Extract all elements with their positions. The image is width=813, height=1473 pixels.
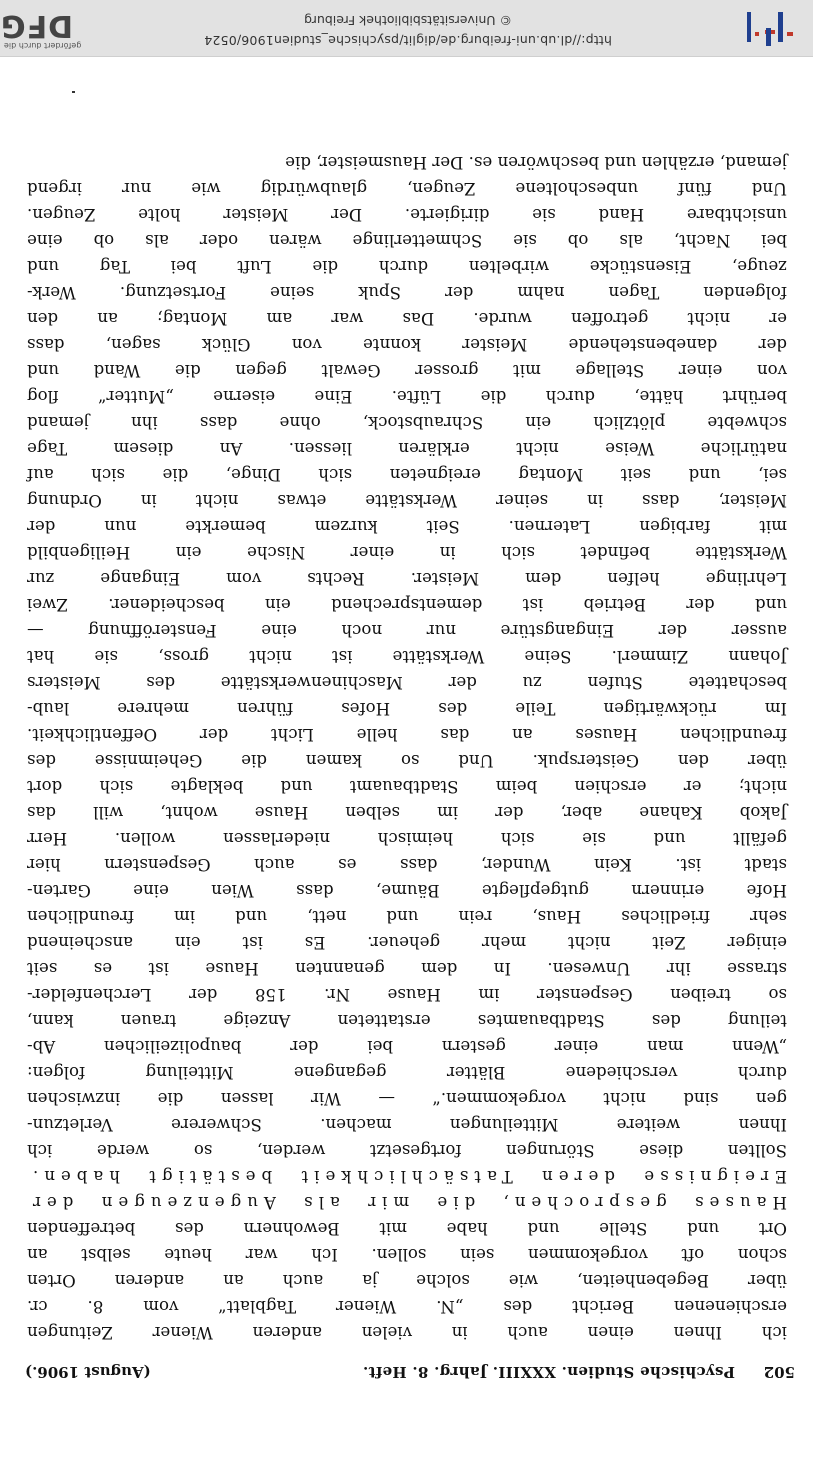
text-line: unsichtbare Hand sie dirigierte. Der Meister holte Zeugen. <box>27 205 787 224</box>
print-speck <box>72 91 75 93</box>
text-line: der danebenstehende Meister konnte von Glück sagen, dass <box>27 335 787 354</box>
text-line: Im rückwärtigen Teile des Hofes führen mehrere laub- <box>27 699 787 718</box>
footer-bar <box>0 0 813 57</box>
text-line: Hauses gesprochen, die mir als Augenzeugen der <box>27 1193 787 1212</box>
text-line: Sollten diese Störungen fortgesetzt werden, so werde ich <box>27 1141 787 1160</box>
text-line: erschienenen Bericht des „N. Wiener Tagblatt“ vom 8. cr. <box>27 1297 787 1316</box>
text-line: über den Geisterspuk. Und so kamen die Geheimnisse des <box>27 751 787 770</box>
text-line: sei, und seit Montag ereigneten sich Dinge, die sich auf <box>27 465 787 484</box>
text-line: gen sind nicht vorgekommen.“ — Wir lassen die inzwischen <box>27 1089 787 1108</box>
text-line: schwebte plötzlich ein Schraubstock, ohne dass ihn jemand <box>27 413 787 432</box>
text-line: mit farbigen Laternen. Seit kurzem bemerkte nun der <box>27 517 787 536</box>
text-line: gefällt und sie sich heimisch niederlassen wollen. Herr <box>27 829 787 848</box>
text-line: zeuge, Eisenstücke wirbelten durch die Luft bei Tag und <box>27 257 787 276</box>
text-line: berührt hätte, durch die Lüfte. Eine eiserne „Mutter“ flog <box>27 387 787 406</box>
issue-date: (August 1906.) <box>25 1363 151 1381</box>
text-line: stadt ist. Kein Wunder, dass es auch Gespenstern hier <box>27 855 787 874</box>
dfg-logo-block <box>0 6 86 50</box>
text-line: jemand, erzählen und beschwören es. Der Hausmeister, die <box>285 153 787 172</box>
text-line: er nicht getroffen wurde. Das war am Montag; an den <box>27 309 787 328</box>
page-header <box>25 1363 795 1381</box>
page-number: 502 <box>763 1363 795 1381</box>
text-line: Ihnen weitere Mitteilungen machen. Schwerere Verletzun- <box>27 1115 787 1134</box>
text-line: Werkstätte befindet sich in einer Nische ein Heiligenbild <box>27 543 787 562</box>
text-line: bei Nacht, als ob sie Schmetterlinge wären oder als ob eine <box>27 231 787 250</box>
text-line: natürliche Weise nicht erklären liessen. An diesem Tage <box>27 439 787 458</box>
footer-copyright: © Universitätsbibliothek Freiburg <box>304 13 512 28</box>
text-line: „Wenn man einer gestern bei der baupolizeilichen Ab- <box>27 1037 787 1056</box>
text-line: sehr friedliches Haus, rein und nett, und im freundlichen <box>27 907 787 926</box>
dfg-logo-icon: DFG <box>0 8 74 43</box>
text-line: über Begebenheiten, wie solche ja auch an anderen Orten <box>27 1271 787 1290</box>
text-line: Johann Zimmerl. Seine Werkstätte ist nicht gross, sie hat <box>27 647 787 666</box>
footer-text <box>173 10 643 50</box>
text-line: Jakob Kahane aber, der im selben Hause wohnt, will das <box>27 803 787 822</box>
text-line: nicht; er erschien beim Stadtbauamt und beklagte sich dort <box>27 777 787 796</box>
running-head: Psychische Studien. XXXIII. Jahrg. 8. Heft. <box>362 1363 735 1381</box>
text-line: folgenden Tagen nahm der Spuk seine Fortsetzung. Werk- <box>27 283 787 302</box>
text-line: Und fünf unbescholtene Zeugen, glaubwürdig wie nur irgend <box>27 179 787 198</box>
text-line: freundlichen Hauses an das helle Licht der Oeffentlichkeit. <box>27 725 787 744</box>
text-line: Meister, dass in seiner Werkstätte etwas nicht in Ordnung <box>27 491 787 510</box>
text-line: Ereignisse deren Tatsächlichkeit bestätigt haben. <box>27 1167 787 1186</box>
text-line: und der Betrieb ist dementsprechend ein bescheidener. Zwei <box>27 595 787 614</box>
university-library-logo-icon <box>741 8 797 48</box>
text-line: ausser der Eingangstüre nur noch eine Fensteröffnung — <box>27 621 787 640</box>
footer-url-link[interactable]: http://dl.ub.uni-freiburg.de/diglit/psychische_studien1906/0524 <box>204 33 612 48</box>
text-line: ich Ihnen einen auch in vielen anderen Wiener Zeitungen <box>27 1323 787 1342</box>
text-line: so treiben Gespenster im Hause Nr. 158 der Lerchenfelder- <box>27 985 787 1004</box>
text-line: Lehrlinge helfen dem Meister. Rechts vom Eingange zur <box>27 569 787 588</box>
text-line: teilung des Stadtbauamtes erstatteten Anzeige trauen kann, <box>27 1011 787 1030</box>
body-text <box>27 149 787 1345</box>
text-line: schon oft vorgekommen sein sollen. Ich war heute selbst an <box>27 1245 787 1264</box>
text-line: von einer Stellage mit grosser Gewalt gegen die Wand und <box>27 361 787 380</box>
dfg-funded-text: gefördert durch die <box>4 41 82 50</box>
text-line: einiger Zeit nicht mehr geheuer. Es ist ein anscheinend <box>27 933 787 952</box>
text-line: strasse ihr Unwesen. In dem genannten Hause ist es seit <box>27 959 787 978</box>
text-line: beschattete Stufen zu der Maschinenwerkstätte des Meisters <box>27 673 787 692</box>
text-line: Ort und Stelle und habe mit Bewohnern des betreffenden <box>27 1219 787 1238</box>
text-line: durch verschiedene Blätter gegangene Mitteilung folgen: <box>27 1063 787 1082</box>
text-line: Hofe erinnern gutgepflegte Bäume, dass Wien eine Garten- <box>27 881 787 900</box>
